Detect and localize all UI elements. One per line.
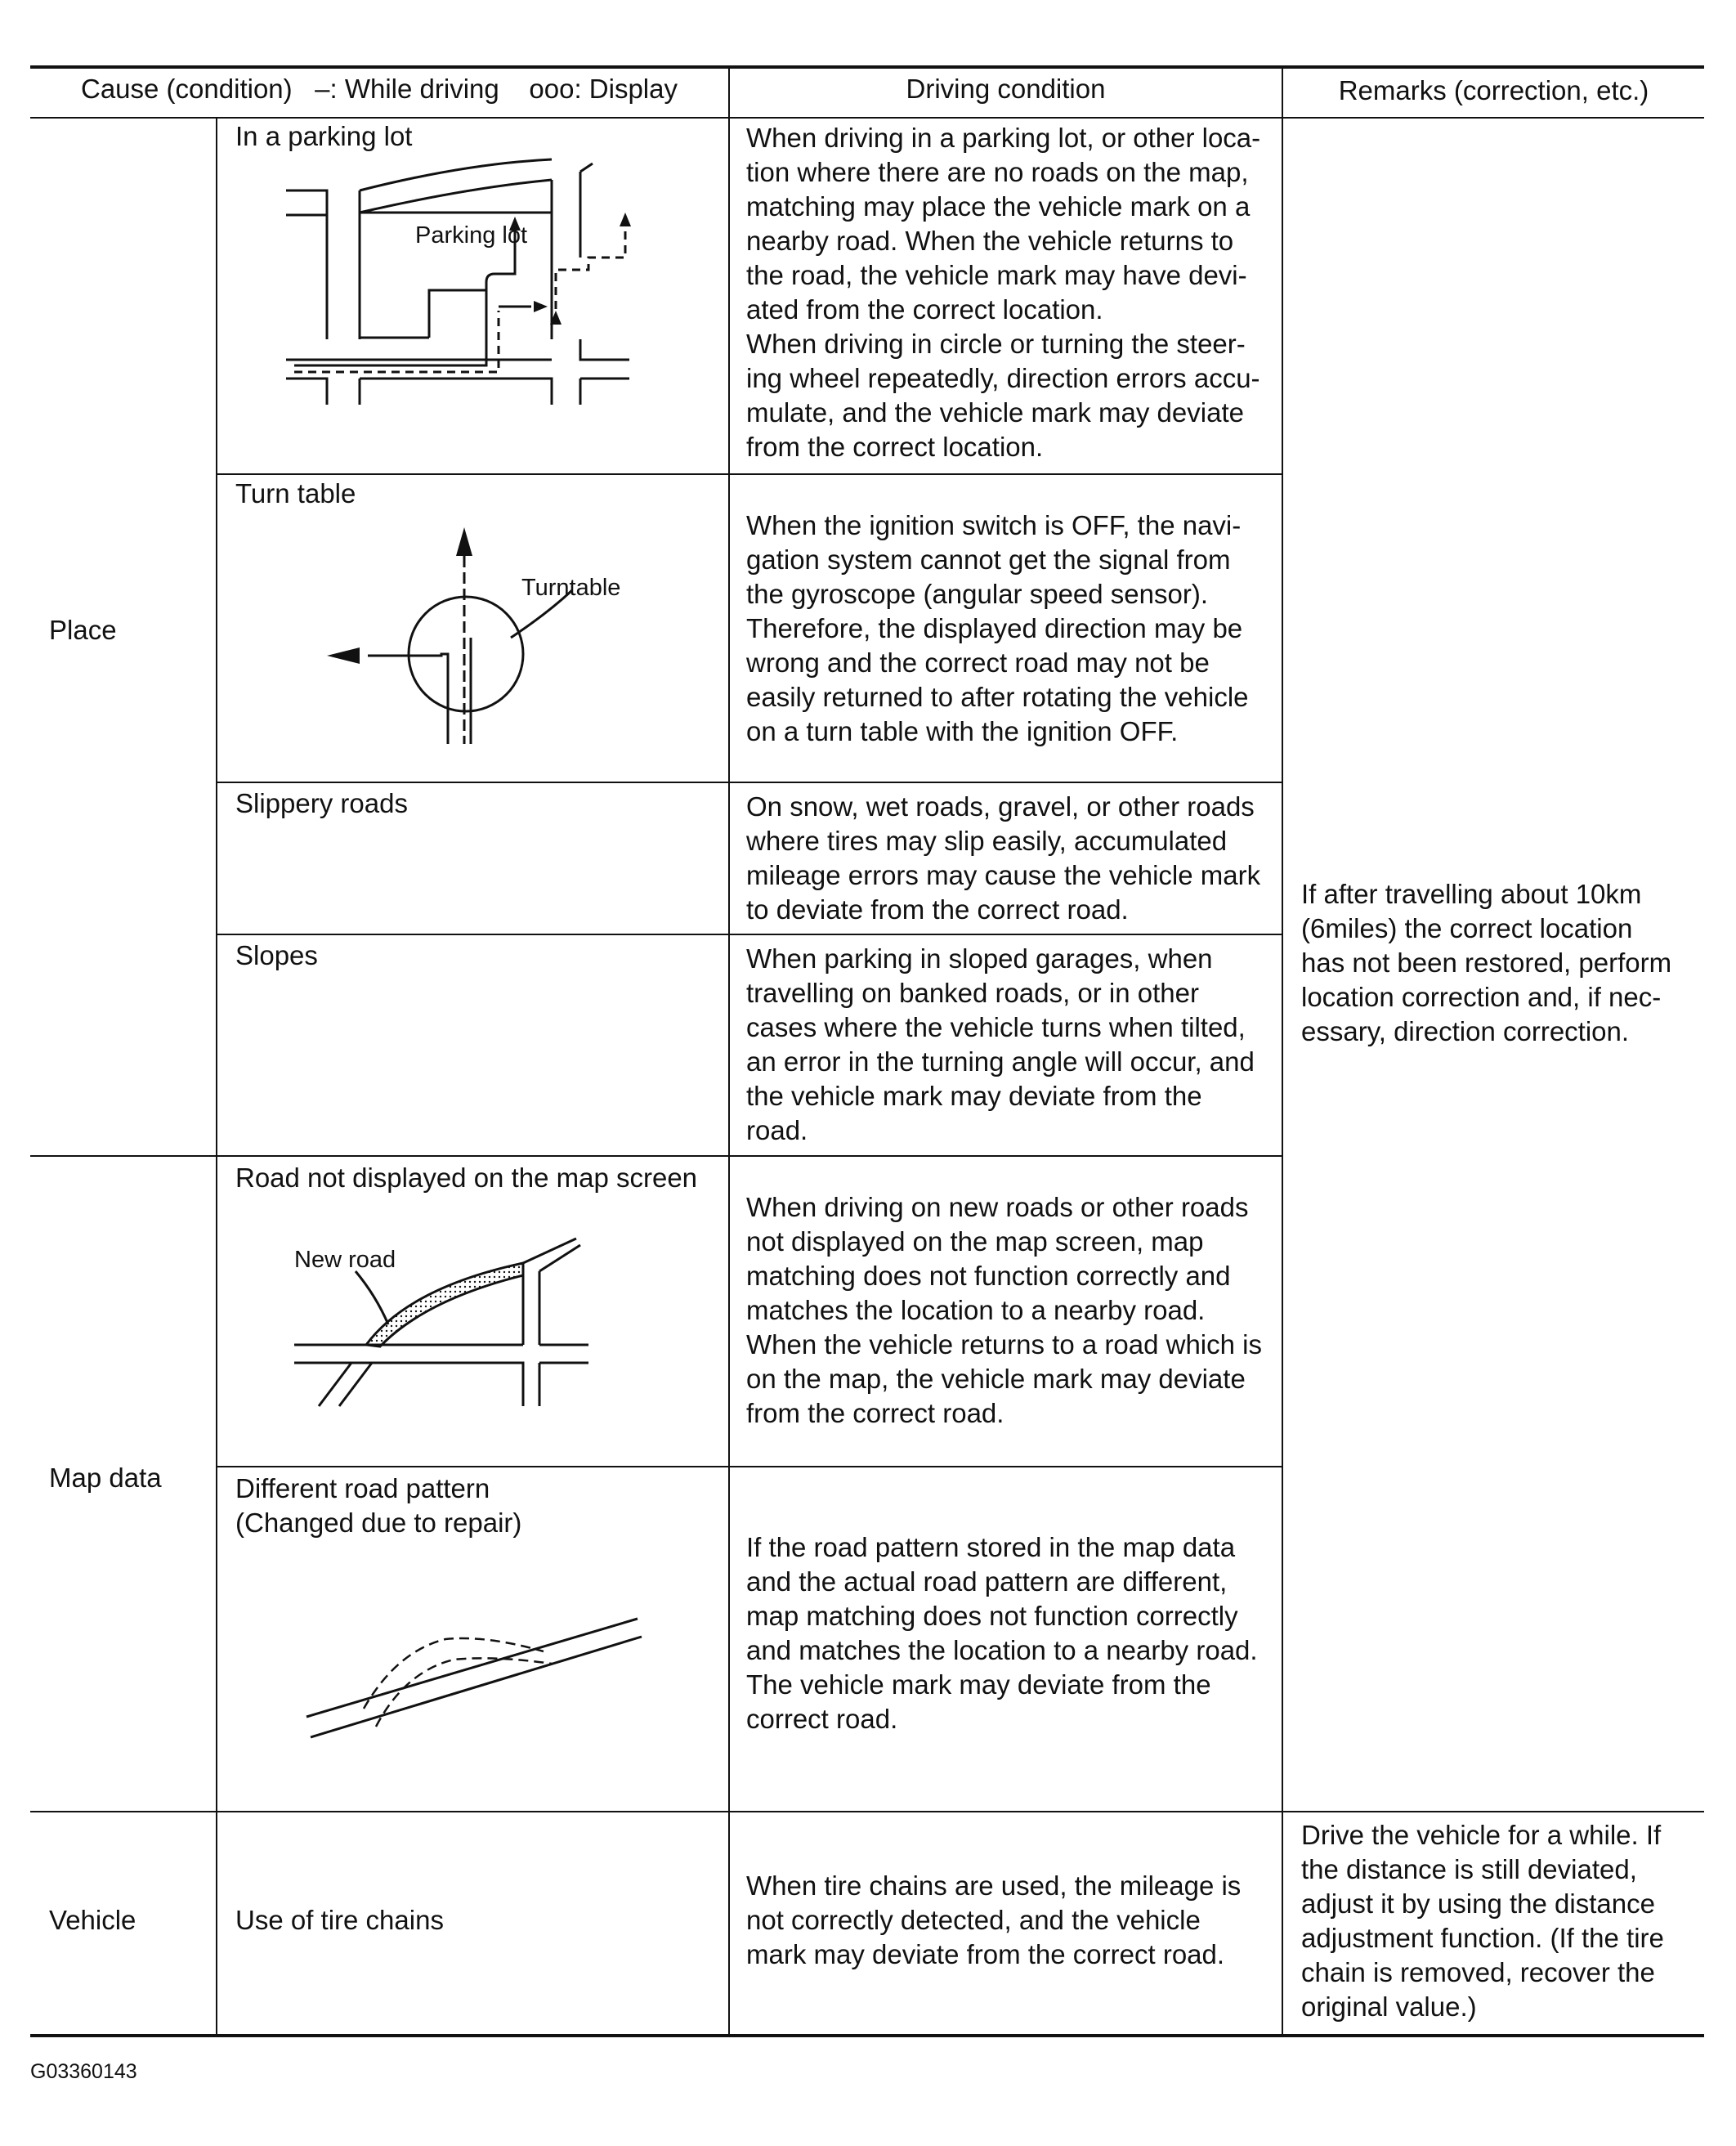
condition-slippery-roads — [746, 790, 1260, 927]
remarks-line: original value.) — [1301, 1991, 1477, 2022]
condition-line: road. — [746, 1115, 808, 1145]
col-rule-condition — [1282, 65, 1283, 2036]
condition-line: the gyroscope (angular speed sensor). — [746, 579, 1208, 609]
condition-line: not displayed on the map screen, map — [746, 1226, 1204, 1257]
condition-line: correct road. — [746, 1704, 898, 1734]
remarks-line: If after travelling about 10km — [1301, 879, 1642, 909]
cause-slopes: Slopes — [235, 940, 318, 970]
header-driving-condition: Driving condition — [906, 74, 1106, 104]
condition-line: nearby road. When the vehicle returns to — [746, 226, 1234, 256]
col-rule-cause — [728, 65, 730, 2036]
condition-line: When parking in sloped garages, when — [746, 943, 1213, 974]
condition-parking-lot — [746, 121, 1260, 464]
row-rule-3 — [216, 934, 1283, 935]
parking-lot-diagram — [278, 151, 662, 413]
cause-slippery-roads: Slippery roads — [235, 788, 408, 818]
header-bottom-rule — [30, 117, 1704, 119]
condition-line: mulate, and the vehicle mark may deviate — [746, 397, 1244, 428]
group-rule-place-map — [30, 1155, 1283, 1157]
condition-line: mileage errors may cause the vehicle mark — [746, 860, 1261, 890]
condition-line: wrong and the correct road may not be — [746, 647, 1210, 678]
cause-different-road-pattern: Different road pattern (Changed due to repair) — [235, 1473, 522, 1538]
condition-line: When the ignition switch is OFF, the navi- — [746, 510, 1242, 540]
row-rule-5 — [216, 1466, 1283, 1467]
condition-line: ing wheel repeatedly, direction errors accu- — [746, 363, 1260, 393]
remarks-line: the distance is still deviated, — [1301, 1854, 1637, 1884]
condition-line: from the correct road. — [746, 1398, 1004, 1428]
condition-line: on the map, the vehicle mark may deviate — [746, 1364, 1246, 1394]
cause-tire-chains: Use of tire chains — [235, 1905, 444, 1935]
condition-line: matches the location to a nearby road. — [746, 1295, 1206, 1325]
condition-line: map matching does not function correctly — [746, 1601, 1238, 1631]
condition-line: ated from the correct location. — [746, 294, 1103, 325]
condition-line: tion where there are no roads on the map, — [746, 157, 1249, 187]
condition-tire-chains — [746, 1869, 1241, 1972]
condition-line: matching may place the vehicle mark on a — [746, 191, 1251, 222]
header-cause: Cause (condition) –: While driving ooo: Display — [81, 74, 678, 104]
condition-line: mark may deviate from the correct road. — [746, 1939, 1225, 1969]
group-place: Place — [49, 615, 117, 645]
group-vehicle: Vehicle — [49, 1905, 136, 1935]
condition-line: the road, the vehicle mark may have devi- — [746, 260, 1247, 290]
figure-code: G03360143 — [30, 2060, 137, 2083]
condition-line: and the actual road pattern are different, — [746, 1566, 1228, 1597]
condition-line: travelling on banked roads, or in other — [746, 978, 1200, 1008]
turntable-diagram — [319, 523, 646, 752]
table-top-rule — [30, 65, 1704, 69]
condition-line: Therefore, the displayed direction may be — [746, 613, 1243, 643]
road-pattern-diagram — [298, 1602, 658, 1750]
condition-line: an error in the turning angle will occur, and — [746, 1046, 1255, 1077]
remarks-line: (6miles) the correct location — [1301, 913, 1633, 943]
condition-line: easily returned to after rotating the vehicle — [746, 682, 1249, 712]
cause-turn-table: Turn table — [235, 478, 356, 508]
cause-road-not-displayed: Road not displayed on the map screen — [235, 1163, 698, 1193]
condition-road-not-displayed — [746, 1190, 1262, 1431]
remarks-line: has not been restored, perform — [1301, 948, 1672, 978]
condition-line: and matches the location to a nearby road. — [746, 1635, 1258, 1665]
condition-line: When driving on new roads or other roads — [746, 1192, 1249, 1222]
remarks-distance-adjustment — [1301, 1818, 1664, 2024]
new-road-label: New road — [294, 1247, 396, 1273]
remarks-line: essary, direction correction. — [1301, 1016, 1630, 1046]
condition-slopes — [746, 942, 1255, 1148]
condition-line: On snow, wet roads, gravel, or other roads — [746, 791, 1255, 822]
row-rule-1 — [216, 473, 1283, 475]
condition-line: not correctly detected, and the vehicle — [746, 1905, 1201, 1935]
condition-line: matching does not function correctly and — [746, 1261, 1231, 1291]
group-map-data: Map data — [49, 1463, 162, 1493]
table-bottom-rule — [30, 2034, 1704, 2037]
remarks-location-correction — [1301, 877, 1671, 1049]
group-rule-map-vehicle — [30, 1811, 1704, 1812]
condition-line: to deviate from the correct road. — [746, 894, 1129, 925]
condition-line: the vehicle mark may deviate from the — [746, 1081, 1202, 1111]
parking-lot-label: Parking lot — [415, 222, 528, 249]
col-rule-group — [216, 117, 217, 2034]
condition-line: from the correct location. — [746, 432, 1044, 462]
condition-line: gation system cannot get the signal from — [746, 544, 1231, 575]
remarks-line: chain is removed, recover the — [1301, 1957, 1655, 1987]
header-remarks: Remarks (correction, etc.) — [1338, 75, 1649, 105]
condition-line: on a turn table with the ignition OFF. — [746, 716, 1179, 746]
condition-line: If the road pattern stored in the map data — [746, 1532, 1236, 1562]
condition-line: When tire chains are used, the mileage is — [746, 1870, 1242, 1901]
cause-parking-lot: In a parking lot — [235, 121, 413, 151]
row-rule-2 — [216, 782, 1283, 783]
condition-line: When driving in a parking lot, or other loca- — [746, 123, 1261, 153]
condition-line: When the vehicle returns to a road which is — [746, 1329, 1262, 1360]
remarks-line: location correction and, if nec- — [1301, 982, 1662, 1012]
new-road-diagram — [286, 1230, 613, 1418]
turntable-label: Turntable — [521, 575, 621, 601]
remarks-line: Drive the vehicle for a while. If — [1301, 1820, 1662, 1850]
condition-line: When driving in circle or turning the steer- — [746, 329, 1246, 359]
condition-line: The vehicle mark may deviate from the — [746, 1669, 1211, 1700]
condition-turn-table — [746, 508, 1249, 749]
remarks-line: adjust it by using the distance — [1301, 1888, 1655, 1919]
condition-line: cases where the vehicle turns when tilted, — [746, 1012, 1246, 1042]
condition-different-road-pattern — [746, 1530, 1258, 1736]
condition-line: where tires may slip easily, accumulated — [746, 826, 1228, 856]
remarks-line: adjustment function. (If the tire — [1301, 1923, 1664, 1953]
